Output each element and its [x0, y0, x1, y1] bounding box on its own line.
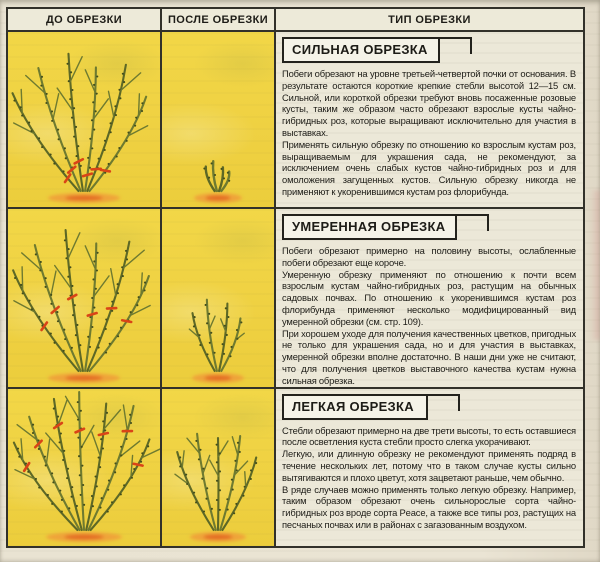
- section-body-text: [282, 245, 576, 387]
- paragraph: Применять сильную обрезку по отношению ко взрослым кустам роз, выращиваемым для украшения сада, не рекомендуют, за исключением очень слабых кустов чайно-гибридных роз и для омоложения загущенных кустов. Сильную обрезку никогда не применяют к укоренившимся кустам роз флорибунда.: [282, 138, 576, 197]
- rose-bush-before-hard-pruning: [8, 34, 160, 207]
- title-box-tab-extension: [426, 394, 460, 411]
- table-header-row: [8, 9, 583, 30]
- paragraph: В ряде случаев можно применять только легкую обрезку. Например, таким образом обрезают очень сильнорослые сорта чайно-гибридных роз вроде сорта Peace, а также все типы роз, растущих на песчаных почвах или в районах с загазованным воздухом.: [282, 483, 576, 530]
- paragraph: Умеренную обрезку применяют по отношению к почти всем взрослым кустам чайно-гибридных роз, растущим на обычных садовых почвах. По отношению к укоренившимся кустам роз флорибунда применяют несколько модифицированный вид умеренной обрезки (см. стр. 109).: [282, 268, 576, 327]
- paragraph: Побеги обрезают примерно на половину высоты, ослабленные побеги обрезают еще короче.: [282, 245, 576, 268]
- paragraph: Стебли обрезают примерно на две трети высоты, то есть оставшиеся после осветления куста стебли просто слегка укорачивают.: [282, 424, 576, 448]
- section-title-text: СИЛЬНАЯ ОБРЕЗКА: [292, 42, 428, 57]
- section-title-moderate-pruning: [282, 214, 457, 240]
- rose-bush-after-moderate-pruning: [162, 212, 274, 387]
- section-title-light-pruning: [282, 394, 428, 420]
- title-box-tab-extension: [455, 214, 489, 231]
- rose-bush-before-light-pruning: [8, 389, 160, 546]
- section-title-text: ЛЕГКАЯ ОБРЕЗКА: [292, 398, 414, 414]
- column-header-after-pruning: ПОСЛЕ ОБРЕЗКИ: [162, 9, 276, 30]
- section-hard-pruning: [276, 32, 583, 207]
- section-title-hard-pruning: [282, 37, 440, 63]
- column-header-pruning-type: ТИП ОБРЕЗКИ: [388, 13, 471, 26]
- paragraph: Легкую, или длинную обрезку не рекомендуют применять подряд в течение нескольких лет, потому что в таком случае кусты сильно вытягиваются и плохо цветут, хотя зацветают раньше, чем обычно.: [282, 448, 576, 483]
- column-header-before-pruning: ДО ОБРЕЗКИ: [8, 9, 162, 30]
- illustration-before-light-pruning: [8, 389, 162, 546]
- illustration-before-hard-pruning: [8, 32, 162, 207]
- rose-bush-before-moderate-pruning: [8, 212, 160, 387]
- illustration-after-moderate-pruning: [162, 209, 276, 387]
- section-moderate-pruning: [276, 209, 583, 387]
- section-title-text: УМЕРЕННАЯ ОБРЕЗКА: [292, 219, 446, 234]
- section-body-text: [282, 425, 576, 531]
- section-body-text: [282, 68, 576, 198]
- rose-bush-after-light-pruning: [162, 389, 274, 546]
- section-light-pruning: [276, 389, 583, 546]
- title-box-tab-extension: [438, 37, 472, 54]
- scan-smudge-artifact: [590, 190, 600, 340]
- table-row-light-pruning: [8, 387, 583, 546]
- illustration-after-light-pruning: [162, 389, 276, 546]
- illustration-after-hard-pruning: [162, 32, 276, 207]
- table-row-moderate-pruning: [8, 207, 583, 387]
- illustration-before-moderate-pruning: [8, 209, 162, 387]
- paragraph: При хорошем уходе для получения качественных цветков, пригодных не только для украшения сада, но и для участия в выставках, умеренной обрезки вполне достаточно. В наши дни уже не считают, что для получения цветков выставочного качества кустам нужна сильная обрезка.: [282, 327, 576, 386]
- rose-pruning-table: [6, 7, 585, 548]
- table-row-hard-pruning: [8, 30, 583, 207]
- paragraph: Побеги обрезают на уровне третьей-четвертой почки от основания. В результате остаются короткие крепкие стебли высотой 12—15 см. Сильной, или короткой обрезки требуют вновь посаженные розовые кусты, таким же образом часто обрезают взрослые кусты чайно-гибридных роз, которые выращивают исключительно для участия в выставках.: [282, 68, 576, 138]
- rose-bush-after-hard-pruning: [162, 34, 274, 207]
